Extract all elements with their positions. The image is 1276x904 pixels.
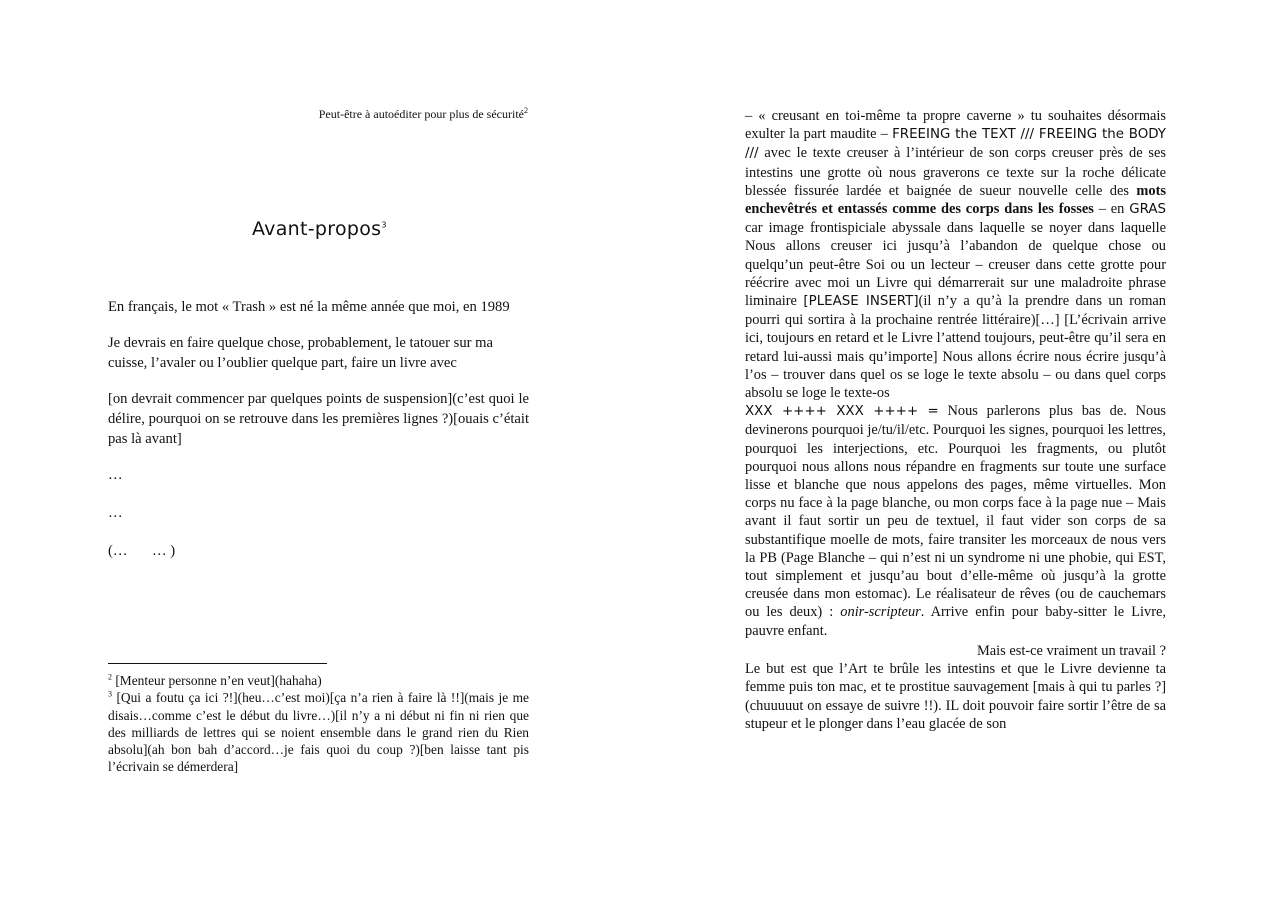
- paragraph: [on devrait commencer par quelques points de suspension](c’est quoi le délire, pourquoi on se retrouve dans les premières lignes ?)[ouais c’était pas là avant]: [108, 391, 529, 447]
- gras-word: GRAS: [1129, 202, 1166, 218]
- footnotes: [108, 672, 529, 776]
- text-run: – « creusant en toi-même ta propre caverne » tu souhaites désormais exulter la part maudite –: [745, 108, 1166, 143]
- paragraph: [745, 107, 1166, 402]
- top-note: [108, 106, 528, 122]
- heading-text: Avant-propos: [252, 218, 382, 240]
- text-run: – en: [1093, 201, 1130, 218]
- chapter-heading: [252, 218, 387, 240]
- xxx-symbols: XXX ++++ XXX ++++ =: [745, 404, 939, 420]
- footnote-2: [108, 672, 529, 689]
- text-run: Nous parlerons plus bas de. Nous devinerons pourquoi je/tu/il/etc. Pourquoi les signes, pourquoi les lettres, pourquoi les interjections, etc. Pourquoi les fragments, ou plutôt pourquoi nous allons nous répandre en fragments sur toute une surface lisse et blanche que nous appelons des pages, même virtuelles. Mon corps nu face à la page blanche, ou mon corps face à la page nue – Mais avant il faut sortir un peu de textuel, il faut vider son corps de sa substantifique moelle de mots, faire transiter les morceaux de nous vers la PB (Page Blanche – qui n’est ni un syndrome ni une phobie, qui EST, tout simplement et jusqu’au bout d’elle-même où jusqu’à la grotte creusée dans mon estomac). Le réalisateur de rêves (ou de cauchemars ou les deux) :: [745, 403, 1167, 621]
- ellipsis-line: …: [108, 505, 123, 521]
- text-run: avec le texte creuser à l’intérieur de son corps creuser près de ses intestins une grotte où nous graverons ce texte sur la roche délicate blessée fissurée lardée et baignée de sueur nouvelle celle des: [745, 145, 1166, 199]
- ellipsis-line: …: [108, 467, 123, 483]
- paragraph: [745, 402, 1166, 640]
- text-run: car image frontispiciale abyssale dans laquelle se noyer dans laquelle Nous allons creuser ici jusqu’à l’abandon de quelque chose ou quelqu’un peut-être Soi ou un lecteur – creuser dans cette grotte pour réécrire avec moi un Livre qui démarrerait sur une maladroite phrase liminaire: [745, 220, 1166, 310]
- paragraph: En français, le mot « Trash » est né la même année que moi, en 1989: [108, 299, 510, 315]
- footnote-text: [Qui a foutu ça ici ?!](heu…c’est moi)[ça n’a rien à faire là !!](mais je me disais…comme c’est le début du livre…)[il n’y a ni début ni fin ni rien que des milliards de lettres qui se noient ensemble dans le grand rien du Rien absolu](ah bon bah d’accord…je fais quoi du coup ?)[ben laisse tant pis l’écrivain se démerdera]: [108, 690, 529, 775]
- right-page: [638, 0, 1276, 904]
- text-run: (il n’y a qu’à la prendre dans un roman pourri qui sortira à la prochaine rentrée littéraire)[…] [L’écrivain arrive ici, toujours en retard et le Livre l’attend toujours, peut-être qu’il sera en retard lui-aussi mais qu’importe] Nous allons écrire nous écrire jusqu’à l’os – trouver dans quel os se loge le texte absolu – ou dans quel corps absolu se loge le texte-os: [745, 293, 1167, 402]
- footnote-ref-3[interactable]: 3: [381, 220, 387, 230]
- paragraph: Le but est que l’Art te brûle les intestins et que le Livre devienne ta femme puis ton mac, et te prostitue sauvagement [mais à qui tu parles ?](chuuuuut on essaye de suivre !!). IL doit pouvoir faire sortir l’être de sa stupeur et le plonger dans l’eau glacée de son: [745, 661, 1166, 732]
- footnote-3: [108, 689, 529, 775]
- footnote-number: 2: [108, 672, 112, 682]
- italic-word: onir-scripteur: [840, 604, 921, 621]
- footnote-text: [Menteur personne n’en veut](hahaha): [112, 673, 322, 688]
- freeing-text: FREEING the TEXT /// FREEING the BODY ///: [745, 127, 1166, 162]
- footnote-ref-2[interactable]: 2: [524, 106, 528, 115]
- footnote-divider: [108, 663, 327, 664]
- right-aligned-question: Mais est-ce vraiment un travail ?: [976, 642, 1166, 659]
- right-body-text: [745, 107, 1166, 733]
- ellipsis-close: … ): [152, 543, 176, 559]
- please-insert: [PLEASE INSERT]: [803, 294, 919, 310]
- paragraph: Je devrais en faire quelque chose, probablement, le tatouer sur ma cuisse, l’avaler ou l’oublier quelque part, faire un livre avec: [108, 335, 493, 371]
- left-body-text: [108, 297, 529, 579]
- ellipsis-line: [108, 541, 529, 561]
- text-run: . Arrive enfin pour baby-sitter le Livre, pauvre enfant.: [745, 604, 1166, 639]
- top-note-text: Peut-être à autoéditer pour plus de sécurité: [318, 107, 524, 121]
- bold-phrase: mots enchevêtrés et entassés comme des corps dans les fosses: [745, 182, 1166, 218]
- footnote-number: 3: [108, 689, 112, 699]
- ellipsis-open: (…: [108, 543, 128, 559]
